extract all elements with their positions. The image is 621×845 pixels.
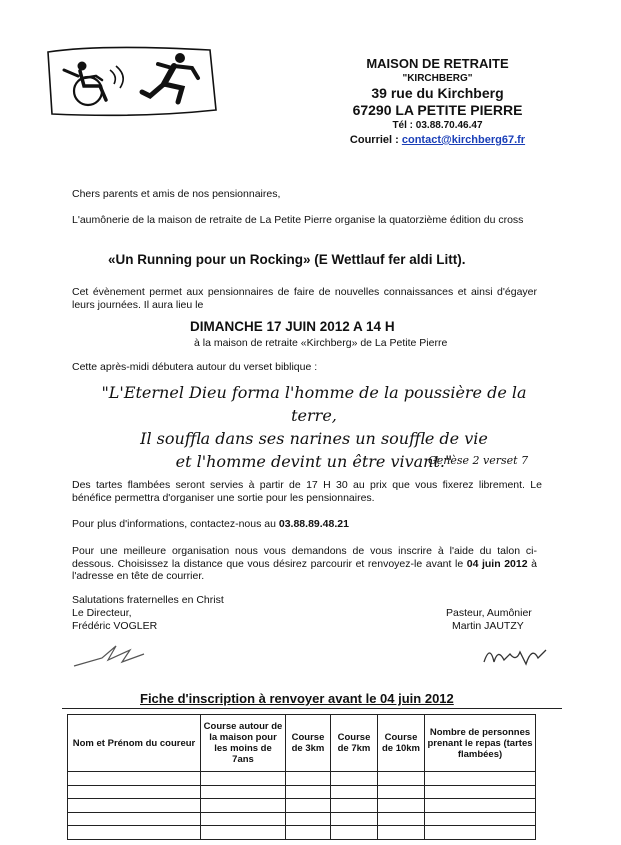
closing: Salutations fraternelles en Christ	[72, 594, 224, 606]
runner-icon	[175, 53, 185, 63]
registration-text-end: à l'adresse en tête de courrier.	[72, 557, 537, 582]
director-name: Frédéric VOGLER	[72, 620, 158, 632]
paragraph-registration	[72, 545, 537, 583]
registration-table	[67, 714, 536, 840]
director-role: Le Directeur,	[72, 607, 132, 619]
verse-line-1: "L'Eternel Dieu forma l'homme de la poussière de la terre,	[101, 383, 527, 425]
table-row	[68, 799, 536, 813]
table-header-row	[68, 715, 536, 772]
intro-paragraph: L'aumônerie de la maison de retraite de La Petite Pierre organise la quatorzième édition du cross	[72, 214, 524, 226]
event-place: à la maison de retraite «Kirchberg» de La Petite Pierre	[194, 337, 448, 349]
column-header: Nombre de personnes prenant le repas (tartes flambées)	[425, 715, 536, 772]
verse-reference: Genèse 2 verset 7	[428, 454, 529, 467]
greeting: Chers parents et amis de nos pensionnaires,	[72, 188, 281, 200]
table-row	[68, 772, 536, 786]
pastor-signature	[480, 640, 560, 670]
event-title: «Un Running pour un Rocking» (E Wettlauf fer aldi Litt).	[108, 252, 466, 267]
logo	[40, 40, 220, 120]
verse-line-3: et l'homme devint un être vivant."	[175, 452, 453, 471]
email-label: Courriel :	[349, 134, 402, 146]
paragraph-tartes: Des tartes flambées seront servies à partir de 17 H 30 au prix que vous fixerez librement. Le bénéfice permettra d'organiser une sortie pour les pensionnaires.	[72, 479, 542, 504]
form-title: Fiche d'inscription à renvoyer avant le 04 juin 2012	[140, 691, 454, 706]
street-address: 39 rue du Kirchberg	[371, 85, 504, 101]
wheelchair-icon	[74, 77, 102, 105]
column-header: Course de 10km	[378, 715, 425, 772]
email-link[interactable]: contact@kirchberg67.fr	[401, 134, 526, 146]
director-signature	[72, 640, 152, 670]
table-row	[68, 812, 536, 826]
column-header: Nom et Prénom du coureur	[68, 715, 201, 772]
city-address: 67290 LA PETITE PIERRE	[352, 102, 523, 118]
info-phone: 03.88.89.48.21	[278, 518, 349, 530]
paragraph-event: Cet évènement permet aux pensionnaires de faire de nouvelles connaissances et ainsi d'égayer leurs journées. Il aura lieu le	[72, 286, 537, 311]
table-row	[68, 826, 536, 840]
registration-text: Pour une meilleure organisation nous vous demandons de vous inscrire à l'aide du talon ci-dessous. Choisissez la distance que vous désirez parcourir et renvoyez-le avant le	[72, 545, 537, 570]
verse-intro: Cette après-midi débutera autour du verset biblique :	[72, 361, 318, 373]
phone: Tél : 03.88.70.46.47	[392, 120, 483, 131]
table-row	[68, 785, 536, 799]
event-date: DIMANCHE 17 JUIN 2012 A 14 H	[190, 319, 395, 334]
logo-graphic	[40, 40, 220, 120]
email-line	[300, 133, 575, 147]
verse-line-2: Il souffla dans ses narines un souffle de vie	[140, 429, 488, 448]
table-body	[68, 772, 536, 840]
column-header: Course autour de la maison pour les moins de 7ans	[201, 715, 286, 772]
column-header: Course de 3km	[286, 715, 331, 772]
info-label: Pour plus d'informations, contactez-nous au	[72, 518, 279, 530]
letterhead	[300, 56, 575, 147]
org-name: MAISON DE RETRAITE	[366, 56, 509, 71]
divider	[62, 708, 562, 709]
pastor-name: Martin JAUTZY	[452, 620, 524, 632]
pastor-role: Pasteur, Aumônier	[446, 607, 532, 619]
info-line	[72, 518, 349, 531]
org-subname: "KIRCHBERG"	[402, 73, 473, 84]
registration-deadline: 04 juin 2012	[466, 557, 528, 570]
column-header: Course de 7km	[331, 715, 378, 772]
